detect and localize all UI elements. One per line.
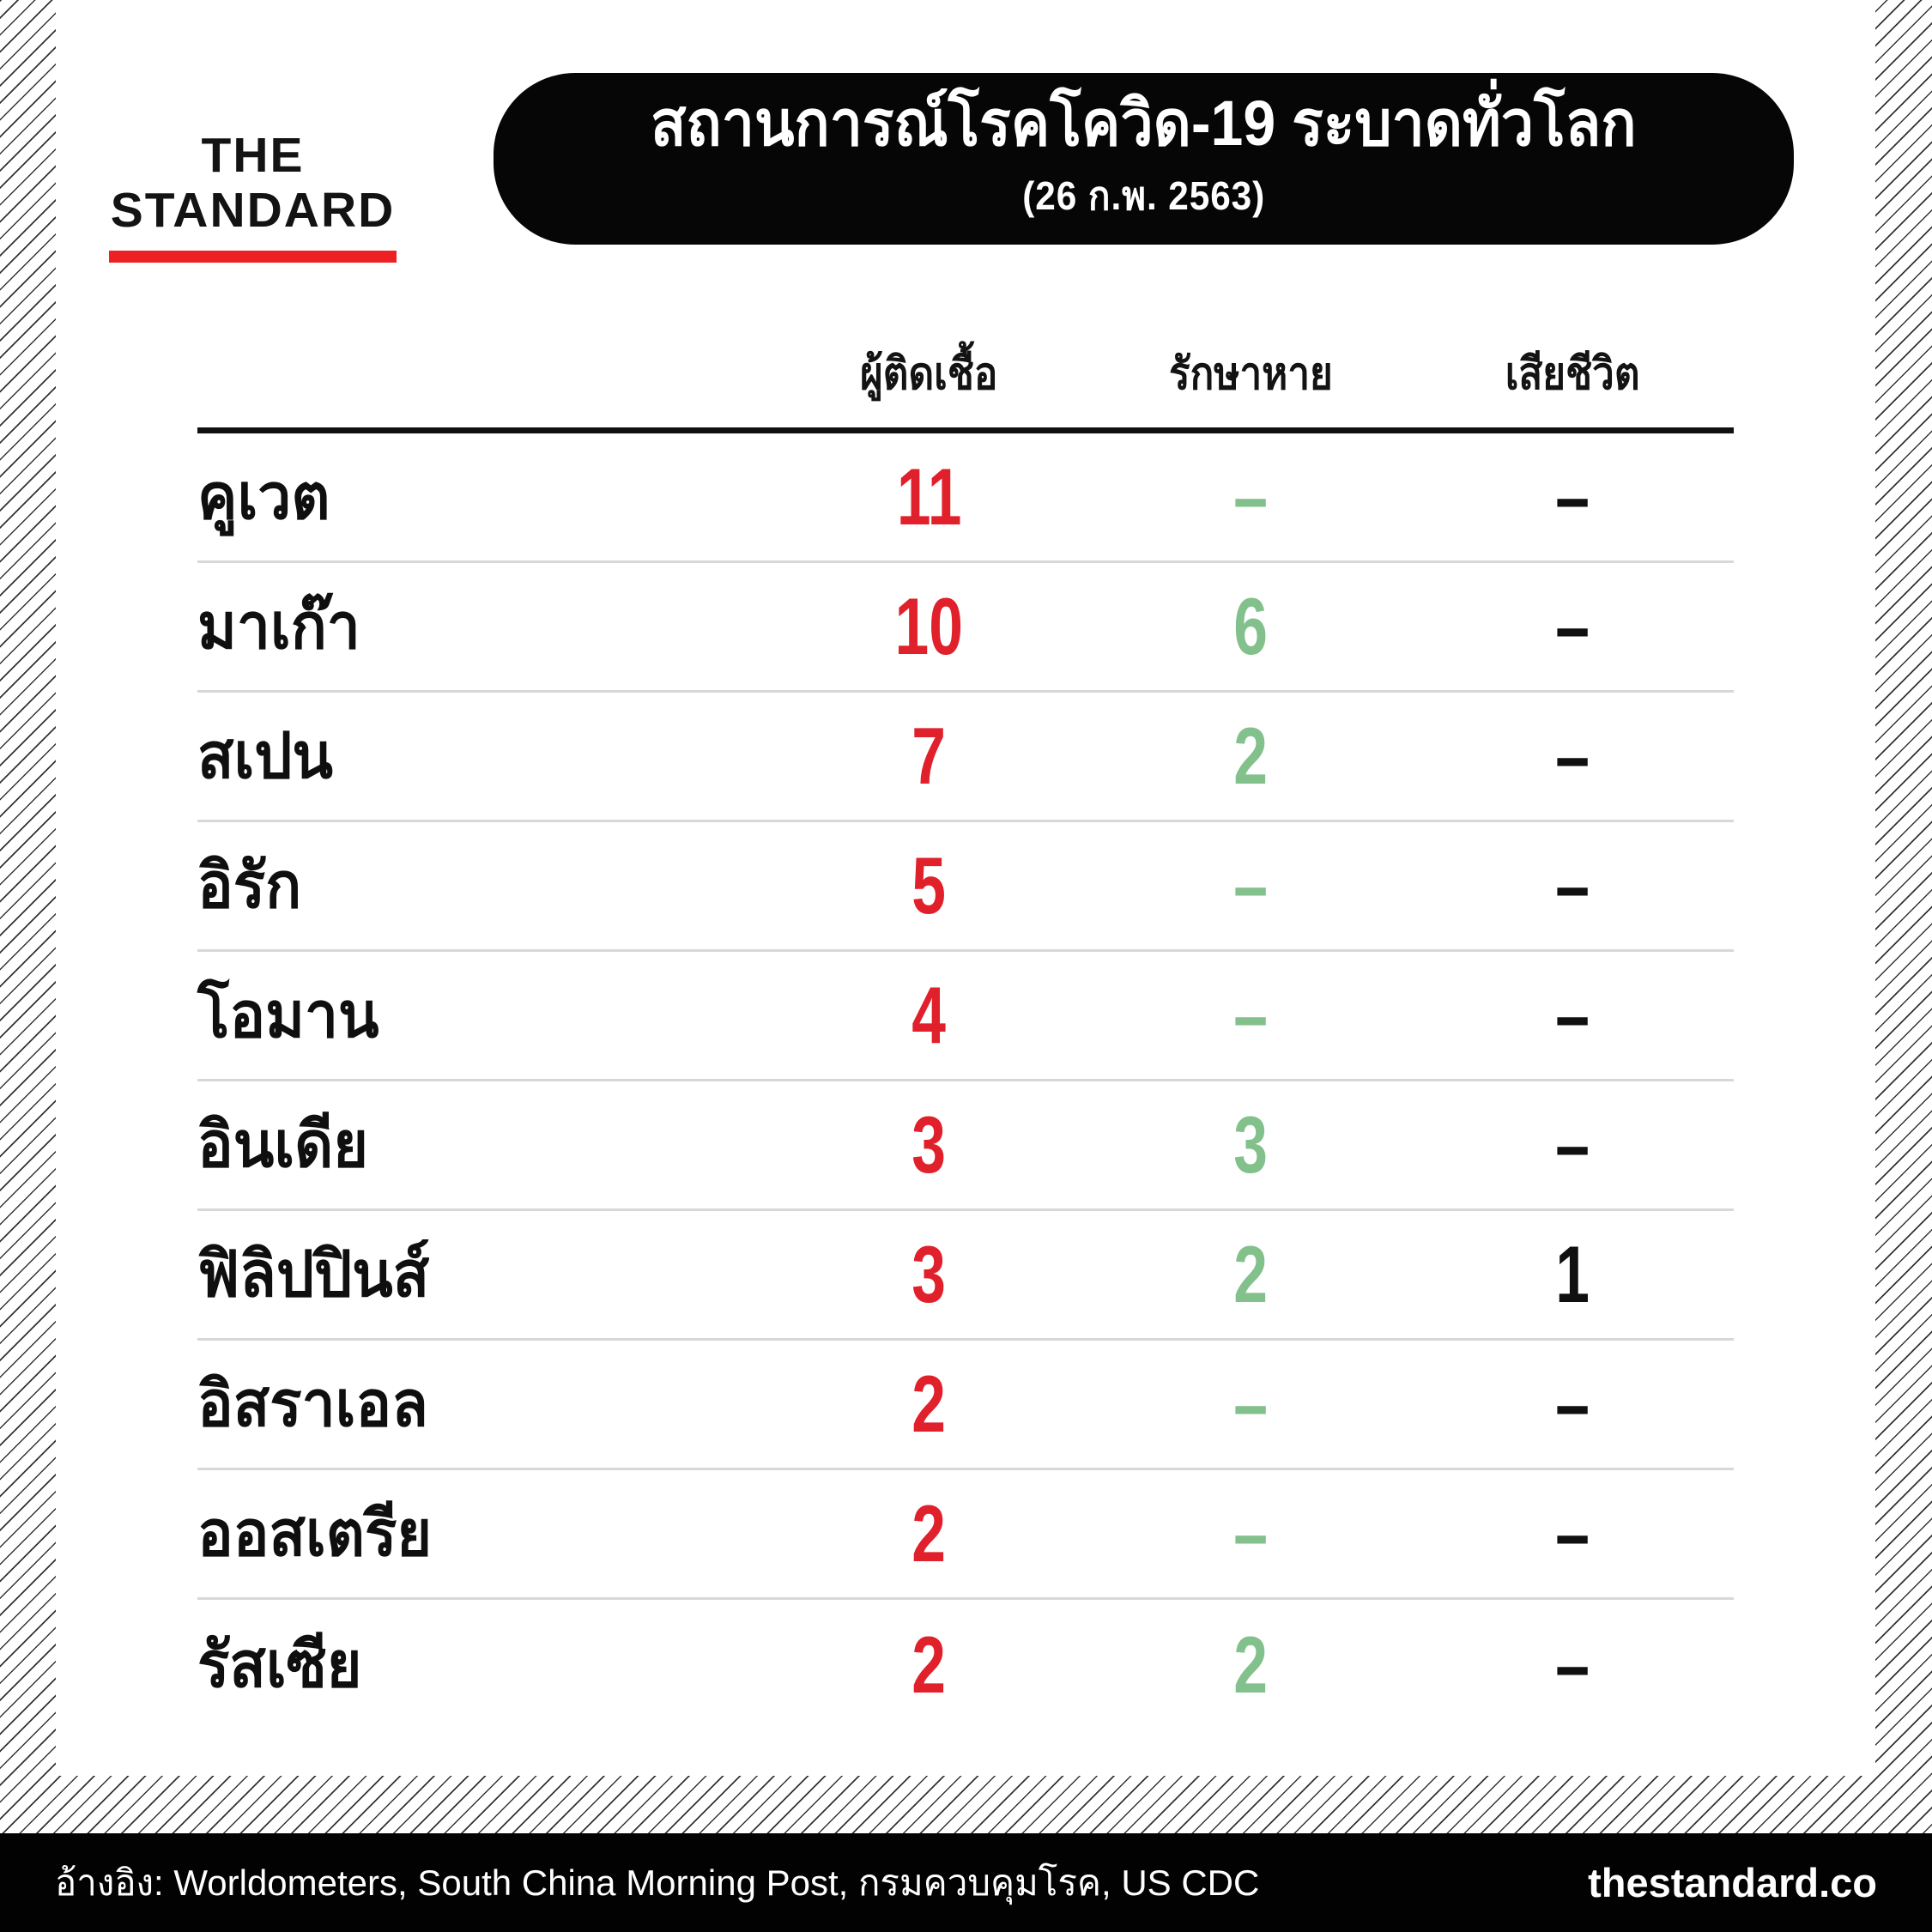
recovered-value: 2: [1233, 1619, 1269, 1710]
deaths-value: –: [1555, 1099, 1590, 1190]
date-subtitle: (26 ก.พ. 2563): [1022, 173, 1265, 219]
country-name: อินเดีย: [197, 1109, 369, 1180]
country-name: คูเวต: [197, 461, 330, 532]
recovered-value: –: [1233, 1488, 1269, 1578]
country-name: สเปน: [197, 720, 333, 791]
website-link: thestandard.co: [1588, 1860, 1877, 1905]
infected-value: 10: [894, 581, 964, 671]
recovered-value: 2: [1233, 1229, 1269, 1319]
source-citation: อ้างอิง: Worldometers, South China Morning Post, กรมควบคุมโรค, US CDC: [55, 1862, 1260, 1903]
logo-red-underline: [109, 251, 397, 263]
deaths-value: –: [1555, 1619, 1590, 1710]
covid-table: [197, 305, 1734, 1729]
infected-value: 2: [911, 1488, 947, 1578]
deaths-value: 1: [1555, 1229, 1590, 1319]
table-row: [197, 433, 1734, 563]
infected-value: 11: [896, 451, 962, 542]
logo-text-the: THE: [201, 128, 305, 183]
country-name: ออสเตรีย: [197, 1498, 433, 1569]
infected-value: 2: [911, 1619, 947, 1710]
country-name: โอมาน: [197, 979, 379, 1051]
country-name: ฟิลิปปินส์: [197, 1239, 430, 1310]
recovered-value: 3: [1233, 1099, 1269, 1190]
infected-value: 2: [911, 1359, 947, 1449]
deaths-value: –: [1555, 840, 1590, 930]
recovered-value: –: [1233, 840, 1269, 930]
infected-value: 7: [911, 711, 947, 801]
table-row: [197, 952, 1734, 1081]
table-row: [197, 563, 1734, 693]
deaths-value: –: [1555, 1359, 1590, 1449]
country-name: มาเก๊า: [197, 591, 360, 662]
column-header-deaths: เสียชีวิต: [1505, 349, 1640, 399]
recovered-value: –: [1233, 451, 1269, 542]
deaths-value: –: [1555, 581, 1590, 671]
table-row: [197, 1600, 1734, 1729]
table-row: [197, 1470, 1734, 1600]
table-body: [197, 433, 1734, 1729]
infected-value: 3: [911, 1229, 947, 1319]
recovered-value: 6: [1233, 581, 1269, 671]
deaths-value: –: [1555, 970, 1590, 1060]
column-header-recovered: รักษาหาย: [1169, 349, 1333, 399]
footer-bar: [0, 1833, 1932, 1932]
recovered-value: –: [1233, 1359, 1269, 1449]
title-banner: [494, 73, 1794, 245]
logo-text-standard: STANDARD: [110, 182, 396, 238]
table-row: [197, 1081, 1734, 1211]
column-header-infected: ผู้ติดเชื้อ: [860, 349, 998, 399]
recovered-value: –: [1233, 970, 1269, 1060]
deaths-value: –: [1555, 451, 1590, 542]
the-standard-logo: [109, 129, 397, 263]
country-name: อิรัก: [197, 850, 302, 921]
table-header-row: [197, 305, 1734, 433]
page-title: สถานการณ์โรคโควิด-19 ระบาดทั่วโลก: [651, 87, 1637, 159]
deaths-value: –: [1555, 1488, 1590, 1578]
country-name: รัสเซีย: [197, 1628, 362, 1700]
table-row: [197, 822, 1734, 952]
deaths-value: –: [1555, 711, 1590, 801]
infected-value: 4: [911, 970, 947, 1060]
table-row: [197, 1341, 1734, 1470]
recovered-value: 2: [1233, 711, 1269, 801]
country-name: อิสราเอล: [197, 1368, 428, 1439]
infected-value: 5: [911, 840, 947, 930]
infected-value: 3: [911, 1099, 947, 1190]
table-row: [197, 693, 1734, 822]
content-card: [56, 0, 1875, 1776]
table-row: [197, 1211, 1734, 1341]
